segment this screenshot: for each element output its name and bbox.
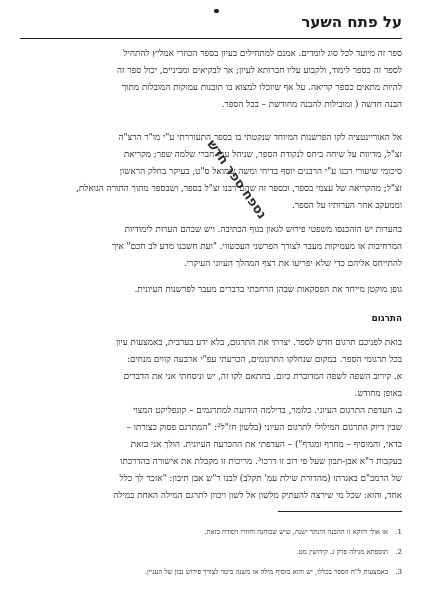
- page-title: על פתח השער: [301, 13, 402, 31]
- item-a-line: א. קירוב השפה לשפה המדוברת כיום. בהתאם לקו זה, יש וניסחתי אני את הדברים: [123, 372, 402, 382]
- font-note-line: גופן מוקטן מייחד את הפסקאות שבהן הרחבתי בדברים מעבר לפרשנות העיונית.: [134, 285, 402, 295]
- notes-line: בהערות יש הוהכנסו משפטי פירוש לגאון בגוף הכתיבה. ויש שבהם הערות לימודיות: [124, 225, 402, 235]
- footnote-text: באמצעות ל"ח הספר בכללו, יש והוא מוסיף מילה או משנה ביטוי לצורך פירוש נכון של העניין.: [144, 568, 388, 576]
- notes-paragraph: [20, 222, 402, 273]
- translation-line: בואת לפניכם תרגום חדש לספר. יצרתי את התרגום, בלא ידע בערבית, באמצעות עיון: [115, 338, 402, 348]
- footnote-rule: [278, 511, 402, 512]
- library-stamp: נספח ספר חדש: [203, 137, 270, 223]
- footnote-number: 3.: [395, 568, 402, 576]
- item-b-line: ב. העדפת התרגום העיוני. כלומר, בדילמה הידועה למתרגמים – קונפליקט המצוי: [133, 406, 402, 416]
- footnotes: [20, 522, 402, 582]
- intro-paragraph: [20, 46, 402, 114]
- item-b-line: של הרמב"ם באגרתו (מהדורת שילת עמ' תקלב) לבנו ר"ש אבן תיבון: "אזכר לך כלל: [119, 474, 402, 484]
- paragraph-gap: [20, 328, 402, 335]
- title-rule: [20, 38, 402, 39]
- intro-line: לספר זה כספר לימוד, ולקבוע עליו חברותא לעיון; אך לבקיאים ומביניים, יכול ספר זה: [116, 66, 402, 76]
- footnote-number: 2.: [395, 548, 402, 556]
- item-b-line: בעקבות ר"א אבן-תבון שעל פי רוב זו דרכו³. מריכות זו מקבלת את אישורה בהדרכתו: [120, 457, 402, 467]
- paragraph-gap: [20, 215, 402, 222]
- intro-line: הבנה חדשה ( ומובילות להבנה מחודשת – בכל הספר.: [221, 100, 402, 110]
- notes-line: המרחיבות או מעמיקות מעבר לצורך הפרשני העכשווי. "ועת חשבנו מדע לב חכם" איך: [111, 242, 402, 252]
- translation-paragraph: [20, 335, 402, 369]
- footnote-text: תוספתא מגילה פרק ג. קידושין מט.: [296, 548, 388, 556]
- translation-line: בכל תרגומי הספר. במקום שנחלקו התרגומים, הכרעתי עפ"י ארבעה קווים מנחים:: [127, 355, 402, 365]
- intro-line: ספר זה מיועד לכל סוג לומדים. אמנם למתחילים בעיון בספר הכוזרי אמליץ להתחיל: [123, 49, 402, 59]
- paragraph-gap: [20, 273, 402, 282]
- document-body: [20, 46, 402, 505]
- footnote: [20, 522, 402, 542]
- footnote-text: או אולי דווקא זו ההבנה הינתר ישנה, שיש שכוחנה וחוזרו ויסודה בזאת.: [204, 528, 388, 536]
- translation-item-b: [20, 403, 402, 505]
- notes-line: להתייחס אליהם כדי שלא יפריעו את רצף המהלך העיוני העיקרי.: [183, 259, 402, 269]
- paragraph-gap: [20, 299, 402, 311]
- sources-line: זצ"ל; מהקריאה של עצמי בספר, ובספר זה שהם רבנו זצ"ל בספר, ושבספר מתוך התורה הגואלת,: [76, 184, 402, 194]
- item-b-line: בדאי, והמוסיף – מחרף ומגדף") – העדפתי את ההכרעה העיונית. הולך אני בזאת: [130, 440, 402, 450]
- footnote: [20, 542, 402, 562]
- intro-line: להיות מתאים כספר קריאה. על אף שיוכלו למצוא בו תובנות עמוקות המובלות מתוך: [121, 83, 402, 93]
- sources-line: וממעקב אחר הערותיו על הספר.: [291, 201, 402, 211]
- font-note-paragraph: [20, 282, 402, 299]
- item-a-line: באופן מחודש.: [354, 389, 402, 399]
- page-dot: [214, 9, 219, 13]
- item-b-line: שבין דיוק התרגום המילולי לתרגום העיוני (בלשון חז"ל²: "המתרגם פסוק כצורתו –: [126, 423, 402, 433]
- translation-heading: התרגום: [371, 314, 402, 324]
- footnote-number: 1.: [395, 528, 402, 536]
- sources-line: סיכומי שיעורי רבנו ע"י הרבנים יוסף בדיחי ומשה שמואל ס"ט, בעיקר בחלק הראשון: [119, 167, 402, 177]
- item-b-line: אחד, והוא: שכל מי שירצה להעתיק מלשון אל לשון ויכוון לתרגם המילה האחת במילה: [113, 491, 402, 501]
- sources-line: אל האוריינטציה לקו הפרשנות המיוחד שנקטתי בו בספר התעוררתי ע"י מו"ר הרצ"ה: [118, 133, 402, 143]
- translation-item-a: [20, 369, 402, 403]
- footnote: [20, 562, 402, 582]
- sources-line: זצ"ל, מדיוות על שיחה ביחס לנקודת הספר, שניהל עמו חברי שלמה שפר; מקריאת: [123, 150, 402, 160]
